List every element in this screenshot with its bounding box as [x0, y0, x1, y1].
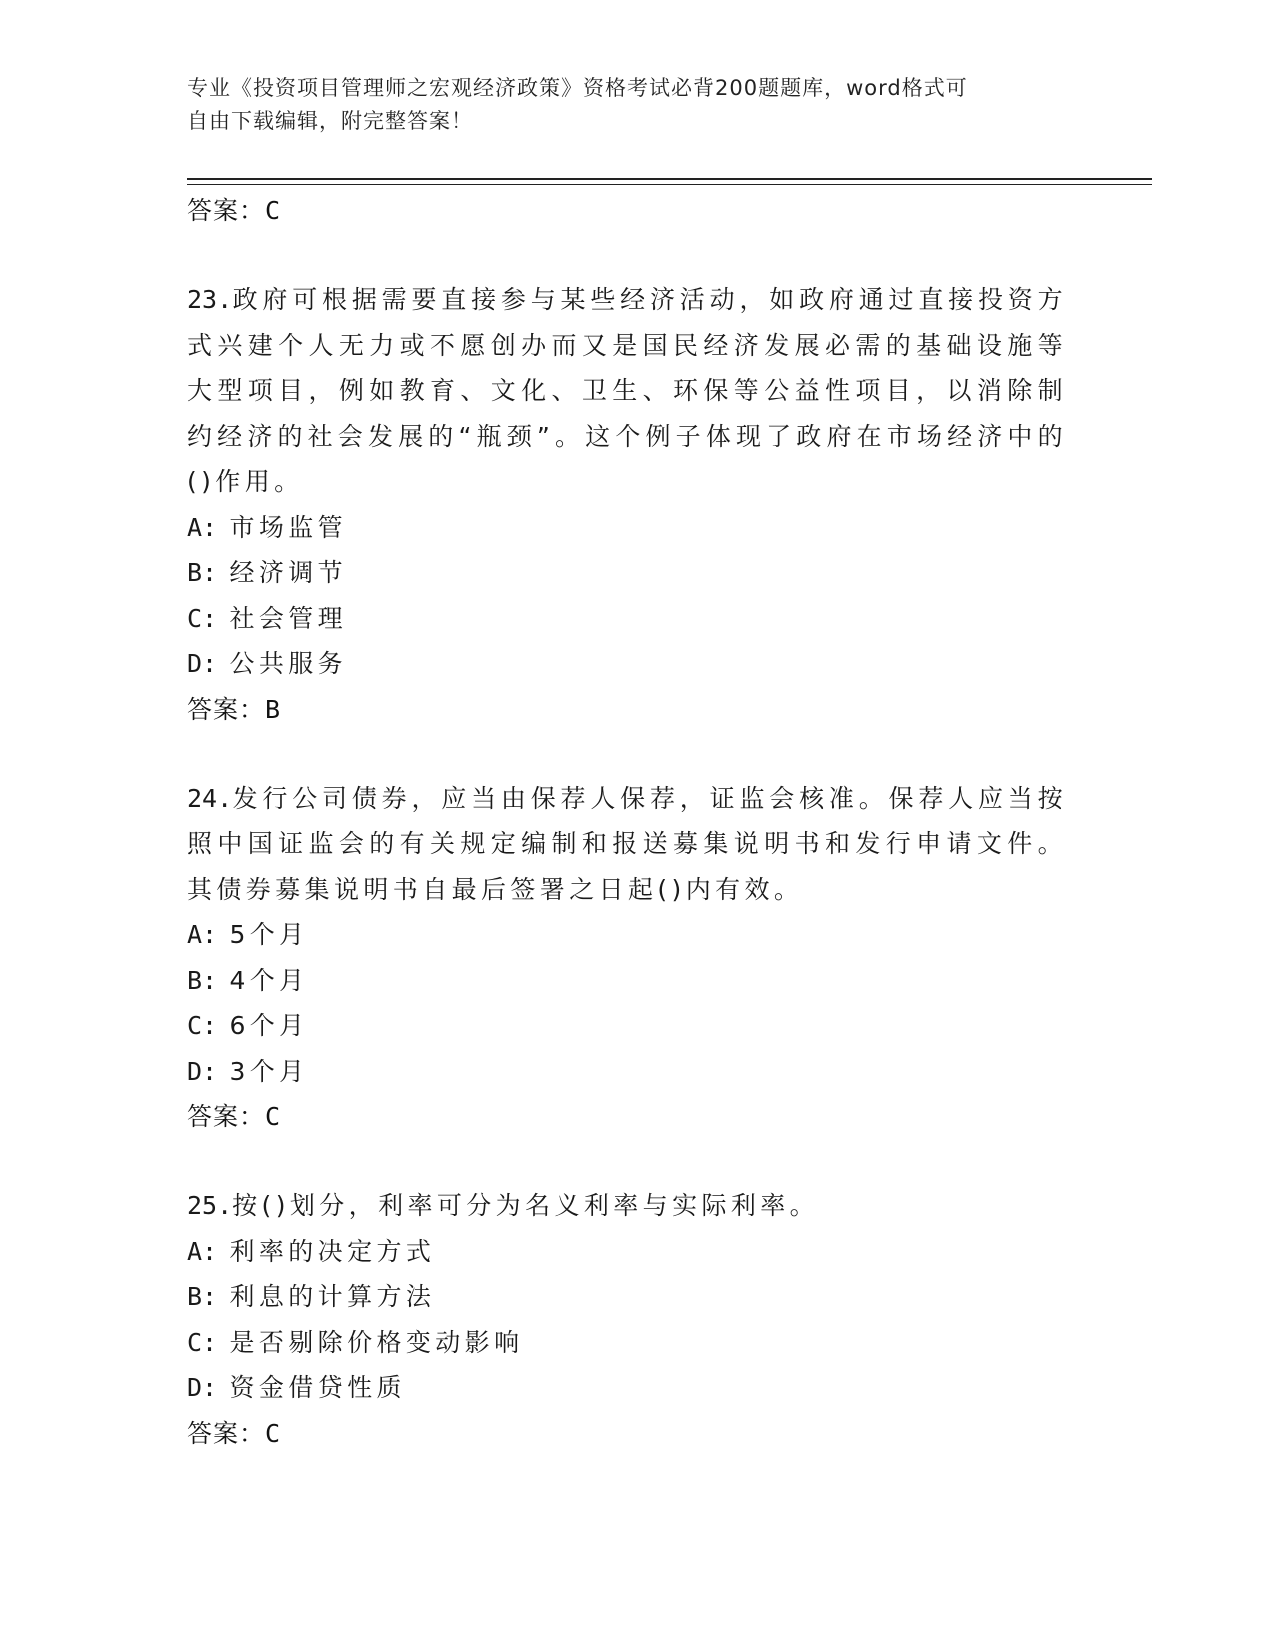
option-letter: A:	[187, 1236, 218, 1266]
question-list	[187, 188, 1087, 1456]
previous-answer	[187, 188, 1087, 233]
answer-value: B	[265, 694, 282, 724]
question-text	[187, 776, 1067, 913]
option-c	[187, 1003, 1087, 1049]
option-c	[187, 596, 1087, 642]
answer-line	[187, 1411, 1087, 1456]
option-c	[187, 1320, 1087, 1366]
option-letter: D:	[187, 1056, 218, 1086]
answer-label: 答案：	[187, 694, 266, 724]
option-text: 资金借贷性质	[229, 1373, 406, 1402]
option-letter: D:	[187, 649, 218, 678]
spacer	[187, 732, 1087, 776]
question-block	[187, 776, 1087, 1140]
question-text	[187, 1183, 1067, 1229]
option-letter: A:	[187, 512, 218, 542]
spacer	[187, 1139, 1087, 1183]
question-number: 24.	[187, 783, 233, 813]
option-text: 市场监管	[229, 512, 348, 542]
option-text: 公共服务	[229, 649, 348, 678]
option-text: 经济调节	[229, 558, 348, 587]
answer-value: C	[265, 196, 282, 225]
question-number: 23.	[187, 285, 233, 314]
option-text: 3个月	[229, 1056, 309, 1086]
answer-line	[187, 1094, 1087, 1139]
option-text: 6个月	[229, 1011, 309, 1040]
option-a	[187, 1229, 1087, 1275]
option-letter: B:	[187, 558, 218, 587]
question-block	[187, 277, 1087, 732]
option-letter: C:	[187, 603, 218, 633]
option-b	[187, 958, 1087, 1004]
option-a	[187, 912, 1087, 958]
option-text: 社会管理	[229, 603, 348, 633]
answer-label: 答案：	[187, 196, 266, 225]
option-a	[187, 505, 1087, 551]
option-text: 利率的决定方式	[229, 1236, 436, 1266]
option-text: 利息的计算方法	[229, 1282, 436, 1311]
question-body: 按()划分，利率可分为名义利率与实际利率。	[232, 1191, 820, 1220]
option-text: 5个月	[229, 920, 309, 949]
header-line-1: 专业《投资项目管理师之宏观经济政策》资格考试必背200题题库，word格式可	[187, 76, 968, 100]
option-letter: B:	[187, 965, 218, 995]
option-text: 4个月	[229, 965, 309, 995]
option-letter: D:	[187, 1373, 218, 1402]
header-divider-thin	[187, 184, 1152, 185]
question-body: 政府可根据需要直接参与某些经济活动，如政府通过直接投资方式兴建个人无力或不愿创办而又是国民经济发展必需的基础设施等大型项目，例如教育、文化、卫生、环保等公益性项目，以消除制约经济的社会发展的“瓶颈”。这个例子体现了政府在市场经济中的()作用。	[187, 285, 1067, 496]
header-line-2: 自由下载编辑，附完整答案！	[187, 109, 473, 133]
option-d	[187, 1049, 1087, 1095]
option-letter: B:	[187, 1282, 218, 1311]
question-text	[187, 277, 1067, 505]
answer-label: 答案：	[187, 1102, 266, 1131]
option-d	[187, 1365, 1087, 1411]
option-letter: C:	[187, 1011, 218, 1040]
page-header	[187, 72, 1067, 138]
option-d	[187, 641, 1087, 687]
option-letter: C:	[187, 1327, 218, 1357]
option-b	[187, 550, 1087, 596]
option-text: 是否剔除价格变动影响	[229, 1327, 524, 1357]
spacer	[187, 233, 1087, 277]
option-b	[187, 1274, 1087, 1320]
option-letter: A:	[187, 920, 218, 949]
answer-value: C	[265, 1418, 282, 1448]
question-body: 发行公司债券，应当由保荐人保荐，证监会核准。保荐人应当按照中国证监会的有关规定编制和报送募集说明书和发行申请文件。其债券募集说明书自最后签署之日起()内有效。	[187, 783, 1067, 904]
answer-line	[187, 687, 1087, 732]
answer-value: C	[265, 1102, 282, 1131]
question-number: 25.	[187, 1191, 233, 1220]
answer-label: 答案：	[187, 1418, 266, 1448]
header-divider-thick	[187, 178, 1152, 180]
question-block	[187, 1183, 1087, 1456]
